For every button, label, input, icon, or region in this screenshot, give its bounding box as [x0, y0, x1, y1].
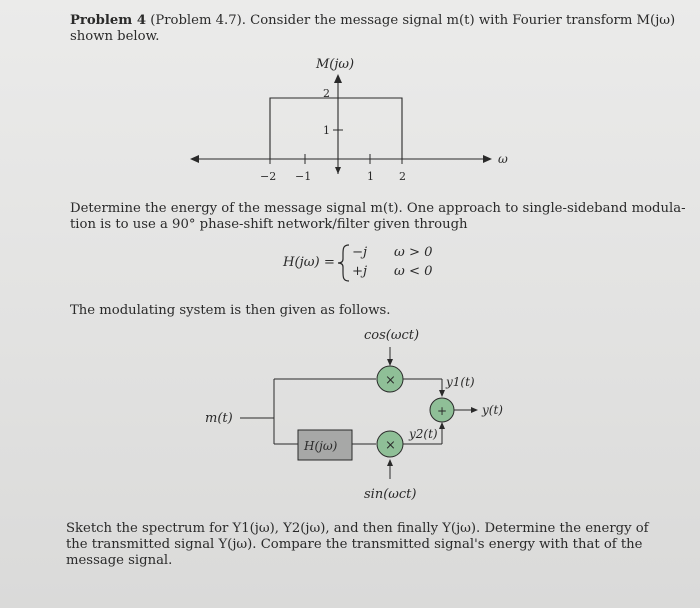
problem-text: Consider the message signal m(t) with Fourier transform M(jω)	[250, 13, 676, 28]
spectrum-title: M(jω)	[316, 57, 355, 72]
x-axis-label: ω	[498, 152, 508, 166]
filter-block-label: H(jω)	[304, 439, 338, 453]
sketch-text-line3: message signal.	[66, 553, 173, 568]
top-multiplier-node	[377, 366, 403, 392]
input-signal-label: m(t)	[205, 411, 233, 426]
energy-text-line2: tion is to use a 90° phase-shift network/filter given through	[70, 217, 468, 232]
spectrum-rectangle	[270, 98, 402, 159]
hilbert-filter-block	[298, 430, 352, 460]
spectrum-plot	[180, 52, 520, 187]
problem-number: Problem 4	[70, 13, 147, 28]
y-tick-label-2: 2	[323, 87, 330, 100]
sin-carrier-label: sin(ωct)	[364, 487, 417, 502]
energy-text-line1: Determine the energy of the message signal m(t). One approach to single-sideband modula-	[70, 201, 686, 216]
filter-case2-value: +j	[352, 264, 368, 279]
y-tick-label-1: 1	[323, 124, 330, 137]
summing-junction	[430, 398, 454, 422]
sum-symbol: +	[437, 404, 448, 418]
output-signal-label: y(t)	[482, 403, 503, 417]
problem-statement-line2: shown below.	[70, 29, 160, 44]
problem-statement-line1	[70, 13, 675, 29]
x-axis-right-arrow	[483, 155, 492, 163]
top-multiplier-symbol: ×	[385, 373, 396, 388]
bottom-multiplier-symbol: ×	[385, 438, 396, 453]
filter-case1-condition: ω > 0	[394, 245, 433, 260]
system-intro-text: The modulating system is then given as follows.	[70, 303, 391, 318]
block-diagram	[190, 322, 530, 507]
filter-eq-brace	[337, 243, 351, 283]
x-tick-label-neg2: −2	[260, 170, 277, 183]
cos-carrier-label: cos(ωct)	[364, 328, 420, 343]
problem-reference: (Problem 4.7).	[150, 13, 246, 28]
sketch-text-line2: the transmitted signal Y(jω). Compare the transmitted signal's energy with that of the	[66, 537, 643, 552]
y2-signal-label: y2(t)	[409, 427, 438, 441]
sketch-text-line1: Sketch the spectrum for Y1(jω), Y2(jω), and then finally Y(jω). Determine the energy of	[66, 521, 649, 536]
y1-signal-label: y1(t)	[446, 375, 475, 389]
filter-eq-lhs: H(jω) =	[283, 255, 335, 270]
filter-case1-value: −j	[352, 245, 368, 260]
bottom-multiplier-node	[377, 431, 403, 457]
origin-marker	[335, 167, 341, 174]
filter-case2-condition: ω < 0	[394, 264, 433, 279]
x-tick-label-1: 1	[367, 170, 374, 183]
y-axis-arrow	[334, 74, 342, 83]
x-tick-label-2: 2	[399, 170, 406, 183]
x-tick-label-neg1: −1	[295, 170, 312, 183]
x-axis-left-arrow	[190, 155, 199, 163]
